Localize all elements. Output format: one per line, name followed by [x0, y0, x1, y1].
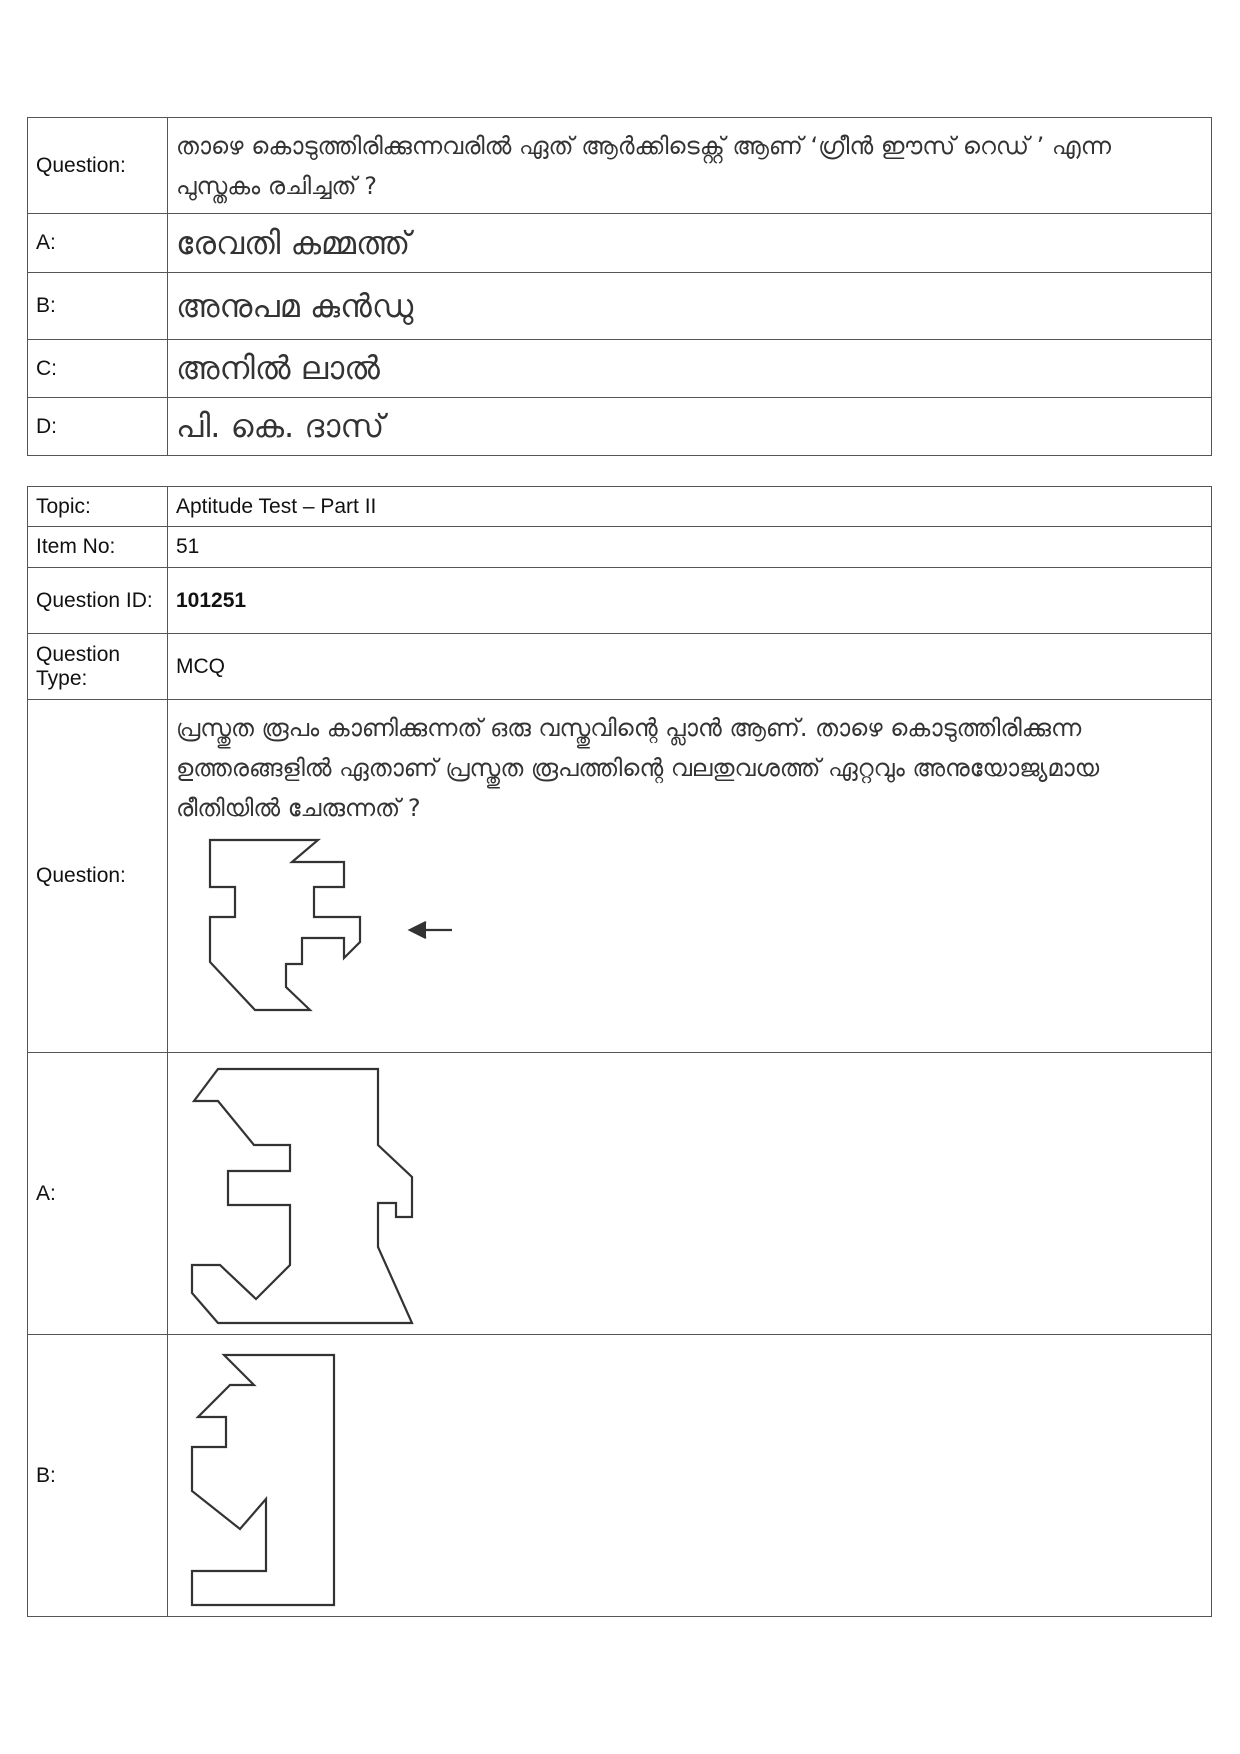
- option-a-outline: [192, 1069, 412, 1323]
- option-a-figure-cell: [168, 1053, 1212, 1335]
- option-a-label: A:: [28, 1053, 168, 1335]
- item-no-value: 51: [168, 527, 1212, 568]
- option-b-label: B:: [28, 273, 168, 340]
- option-a-text: രേവതി കമ്മത്ത്: [168, 214, 1212, 273]
- option-b-figure-cell: [168, 1335, 1212, 1617]
- question-label: Question:: [28, 118, 168, 214]
- option-c-label: C:: [28, 340, 168, 398]
- plan-outline: [210, 840, 360, 1010]
- item-no-label: Item No:: [28, 527, 168, 568]
- topic-label: Topic:: [28, 487, 168, 527]
- option-b-outline: [192, 1355, 334, 1605]
- option-b-label: B:: [28, 1335, 168, 1617]
- option-c-text: അനിൽ ലാൽ: [168, 340, 1212, 398]
- question-text: പ്രസ്തുത രൂപം കാണിക്കുന്നത് ഒരു വസ്തുവിന്റെ പ്ലാൻ ആണ്. താഴെ കൊടുത്തിരിക്കുന്ന ഉത്തരങ്ങളിൽ ഏതാണ് പ്രസ്തുത രൂപത്തിന്റെ വലതുവശത്ത് ഏറ്റവും അനുയോജ്യമായ രീതിയിൽ ചേരുന്നത് ?: [176, 714, 1100, 822]
- plan-figure: [190, 832, 490, 1037]
- question-label: Question:: [28, 700, 168, 1053]
- question-type-label: Question Type:: [28, 634, 168, 700]
- option-d-label: D:: [28, 398, 168, 456]
- topic-value: Aptitude Test – Part II: [168, 487, 1212, 527]
- question-id-value: 101251: [168, 568, 1212, 634]
- question-cell: [168, 700, 1212, 1053]
- question-table-2: [27, 486, 1212, 1617]
- option-d-text: പി. കെ. ദാസ്: [168, 398, 1212, 456]
- option-b-text: അനുപമ കുൻഡു: [168, 273, 1212, 340]
- question-table-1: [27, 117, 1212, 456]
- question-text: താഴെ കൊടുത്തിരിക്കുന്നവരിൽ ഏത് ആർക്കിടെക്റ്റ് ആണ് ‘ഗ്രീൻ ഈസ് റെഡ് ’ എന്ന പുസ്തകം രചിച്ചത് ?: [168, 118, 1212, 214]
- option-a-label: A:: [28, 214, 168, 273]
- arrow-head: [410, 922, 426, 938]
- question-type-value: MCQ: [168, 634, 1212, 700]
- option-b-figure: [184, 1343, 424, 1608]
- option-a-figure: [184, 1061, 424, 1326]
- question-id-label: Question ID:: [28, 568, 168, 634]
